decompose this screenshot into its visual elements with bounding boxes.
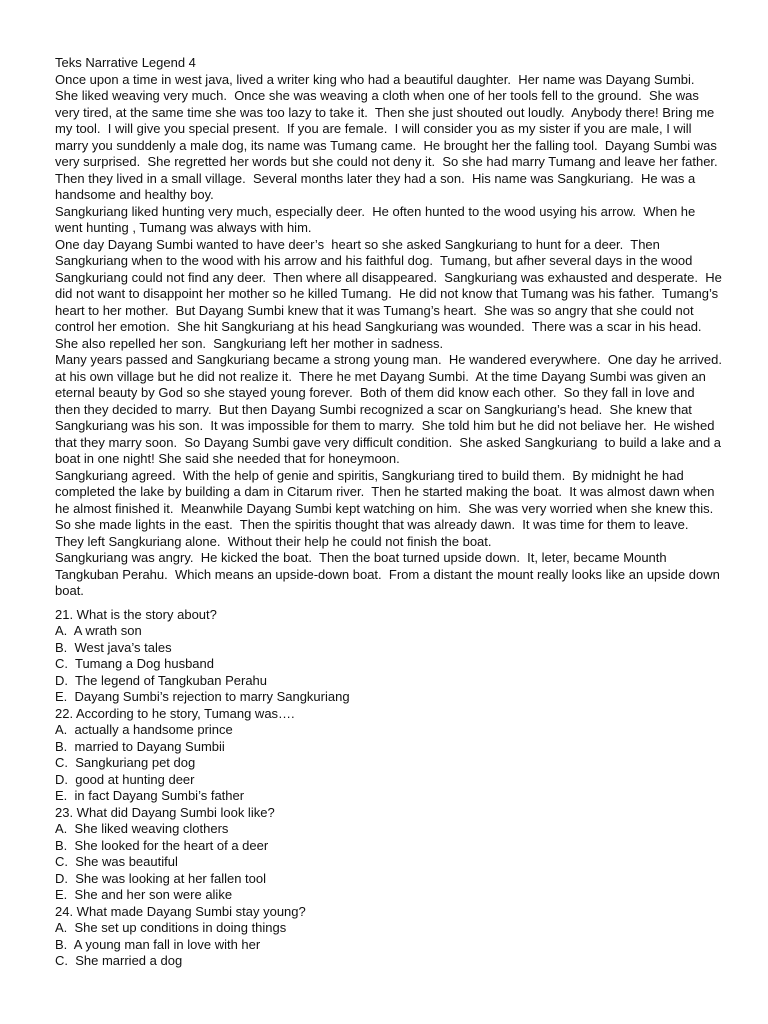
answer-option: E. Dayang Sumbi’s rejection to marry Sangkuriang <box>55 689 350 704</box>
question-prompt: 24. What made Dayang Sumbi stay young? <box>55 903 306 919</box>
answer-option: B. She looked for the heart of a deer <box>55 837 269 853</box>
question-block-23 <box>55 805 723 904</box>
answer-option: C. Sangkuriang pet dog <box>55 755 196 770</box>
story-paragraph-2: Sangkuriang liked hunting very much, especially deer. He often hunted to the wood usying his arrow. When he went hunting , Tumang was always with him. <box>55 203 699 235</box>
story-paragraph-1: Once upon a time in west java, lived a writer king who had a beautiful daughter. Her name was Dayang Sumbi. She liked weaving very much. Once she was weaving a cloth when one of her tools fell to the ground. She was very tired, at the same time she was too lazy to take it. Then she just shouted out loudly. Anybody there! Bring me my tool. I will give you special present. If you are female. I will consider you as my sister if you are male, I will marry you sunddenly a male dog, its name was Tumang came. He brought her the falling tool. Dayang Sumbi was very surprised. She regretted her words but she could not deny it. So she had marry Tumang and leave her father. Then they lived in a small village. Several months later they had a son. His name was Sangkuriang. He was a handsome and healthy boy. <box>55 71 725 202</box>
story-paragraph-6: Sangkuriang was angry. He kicked the boat. Then the boat turned upside down. It, leter, became Mounth Tangkuban Perahu. Which means an upside-down boat. From a distant the mount really looks like an upside down boat. <box>55 550 724 598</box>
answer-option: B. married to Dayang Sumbii <box>55 738 225 754</box>
answer-option: B. West java’s tales <box>55 639 172 655</box>
answer-option: C. She married a dog <box>55 953 183 968</box>
story-paragraph-5: Sangkuriang agreed. With the help of genie and spiritis, Sangkuriang tired to build them. By midnight he had completed the lake by building a dam in Citarum river. Then he started making the boat. It was almost dawn when he almost finished it. Meanwhile Dayang Sumbi kept watching on him. She was very worried when she knew this. So she made lights in the east. Then the spiritis thought that was already dawn. It was time for them to leave. They left Sangkuriang alone. Without their help he could not finish the boat. <box>55 467 721 549</box>
answer-option: D. good at hunting deer <box>55 771 195 787</box>
question-block-24 <box>55 904 723 970</box>
question-prompt: 23. What did Dayang Sumbi look like? <box>55 804 275 820</box>
story-paragraph-3: One day Dayang Sumbi wanted to have deer’s heart so she asked Sangkuriang to hunt for a deer. Then Sangkuriang when to the wood with his arrow and his faithful dog. Tumang, but afher several days in the wood Sangkuriang could not find any deer. Then where all disappeared. Sangkuriang was exhausted and desperate. He did not want to disappoint her mother so he killed Tumang. He did not know that Tumang was his father. Tumang’s heart to her mother. But Dayang Sumbi knew that it was Tumang’s heart. She was so angry that she could not control her emotion. She hit Sangkuriang at his head Sangkuriang was wounded. There was a scar in his head. She also repelled her son. Sangkuriang left her mother in sadness. <box>55 236 726 351</box>
question-prompt: 22. According to he story, Tumang was…. <box>55 705 295 721</box>
question-list <box>55 607 723 970</box>
answer-option: C. Tumang a Dog husband <box>55 656 214 671</box>
story-paragraph-4: Many years passed and Sangkuriang became a strong young man. He wandered everywhere. One day he arrived. at his own village but he did not realize it. There he met Dayang Sumbi. At the time Dayang Sumbi was given an eternal beauty by God so she stayed young forever. Both of them did know each other. So they fall in love and then they decided to marry. But then Dayang Sumbi recognized a scar on Sangkuriang’s head. She knew that Sangkuriang was his son. It was impossible for them to marry. She told him but he did not beliave her. He wished that they marry soon. So Dayang Sumbi gave very difficult condition. She asked Sangkuriang to build a lake and a boat in one night! She said she needed that for honeymoon. <box>55 352 730 466</box>
answer-option: B. A young man fall in love with her <box>55 936 261 952</box>
answer-option: D. The legend of Tangkuban Perahu <box>55 672 268 688</box>
answer-option: A. actually a handsome prince <box>55 722 233 737</box>
answer-option: D. She was looking at her fallen tool <box>55 870 267 886</box>
answer-option: A. She liked weaving clothers <box>55 821 229 836</box>
answer-option: E. in fact Dayang Sumbi’s father <box>55 788 245 803</box>
answer-option: A. A wrath son <box>55 623 142 638</box>
question-prompt: 21. What is the story about? <box>55 606 217 622</box>
question-block-22 <box>55 706 723 805</box>
answer-option: E. She and her son were alike <box>55 887 233 902</box>
document-title: Teks Narrative Legend 4 <box>55 55 196 70</box>
document-page <box>55 55 730 970</box>
answer-option: C. She was beautiful <box>55 854 178 869</box>
answer-option: A. She set up conditions in doing things <box>55 920 287 935</box>
question-block-21 <box>55 607 723 706</box>
